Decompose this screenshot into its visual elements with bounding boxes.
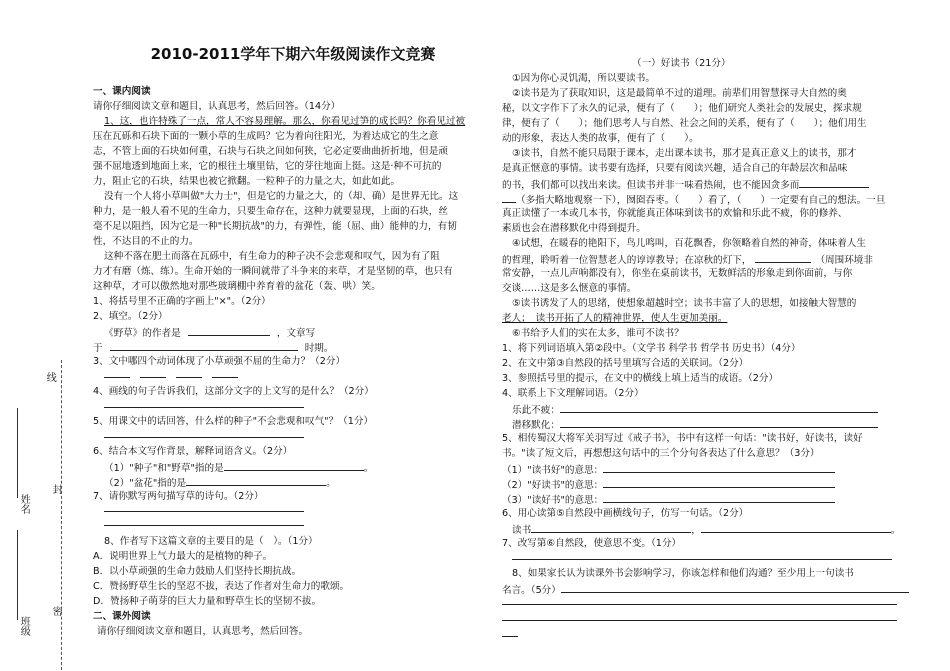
passage-2-line: ⑤读书诱发了人的思绪，使想象超越时空；读书丰富了人的思想，如接触大智慧的: [512, 298, 857, 309]
r-question-6: 6、用心读第⑤自然段中画横线句子，仿写一句话。（2分）: [502, 508, 749, 519]
question-3-blanks: [104, 366, 238, 383]
passage-line: 压在瓦砾和石块下面的一颗小草的生成吗？它为着向往阳光，为着达成它的生之意: [93, 131, 439, 142]
r-question-3: 3、参照括号里的提示，在文中的横线上填上适当的成语。（2分）: [502, 373, 779, 384]
binding-line-label: 线: [44, 372, 56, 382]
verb-blank-3[interactable]: [176, 366, 202, 378]
r-question-7: 7、改写第⑥自然段，使意思不变。（1分）: [502, 538, 682, 549]
r-question-5-item-2: （2）"好读书"的意思：: [502, 476, 835, 493]
meaning-blank-3[interactable]: [603, 491, 835, 503]
passage-line: 没有一个人将小草叫做"大力士"，但是它的力量之大，的（却、确）是世界无比。这: [104, 191, 459, 202]
imitation-blank-2[interactable]: [701, 521, 891, 533]
section-2-heading: 二、课外阅读: [93, 611, 151, 622]
question-5: 5、用课文中的话回答，什么样的种子"不会悲观和叹气"？（1分）: [93, 416, 374, 427]
passage-line: 志，不管上面的石块如何重，石块与石块之间如何狭，它必定要曲曲折折地，但是顽: [93, 146, 448, 157]
passage-2-line: 常安静，一点儿声响都没有），你坐在桌前读书，无数鲜活的形象走到你面前，与你: [502, 268, 853, 279]
binding-dense-label: 密: [50, 606, 62, 616]
word-meaning-blank-1[interactable]: [560, 401, 878, 413]
idiom-blank-2[interactable]: [755, 251, 811, 263]
author-answer-blank[interactable]: [188, 324, 270, 336]
idiom-blank-1-cont[interactable]: [502, 191, 516, 203]
passage-2-line: ①因为你心灵饥渴，所以要读书。: [512, 73, 655, 84]
essay-line-2[interactable]: [502, 593, 897, 605]
binding-class-label: 班级: [18, 616, 30, 636]
passage-2-line: 律，便有了（ ）；他们思考人与自然、社会之间的关系，便有了（ ）；他们用生: [502, 118, 867, 129]
passage-2-line: 的哲理，聆听着一位智慧老人的谆谆教导；在凉秋的灯下， （周围环境非: [502, 251, 873, 268]
essay-line-4[interactable]: [502, 625, 518, 637]
essay-line-3[interactable]: [502, 609, 897, 621]
question-2-line-a: 《野草》的作者是 ，文章写: [104, 324, 315, 341]
passage-line: 力才有磨（炼、练）。生命开始的一瞬间就带了斗争来的来草，才是坚韧的草，也只有: [93, 266, 453, 277]
idiom-blank-1[interactable]: [799, 176, 869, 188]
passage-2-line: 真正读懂了一本或几本书，你就能真正体味到读书的欢愉和乐此不疲，你的修养、: [502, 208, 848, 219]
rewrite-answer-line[interactable]: [512, 548, 892, 560]
question-7: 7、请你默写两句描写草的诗句。（2分）: [93, 491, 264, 502]
question-2: 2、填空。（2分）: [93, 311, 168, 322]
underlined-sentence-2: 老人； 读书开拓了人的精神世界，使人生更加美丽。: [502, 313, 728, 324]
question-3: 3、文中哪四个动词体现了小草顽强不屈的生命力？（2分）: [93, 356, 346, 367]
question-2-line-b: 于 时期。: [93, 339, 334, 356]
passage-2-line: 动的形象，表达人类的故事，便有了（ ）。: [502, 133, 699, 144]
option-d[interactable]: D．赞扬种子萌芽的巨大力量和野草生长的坚韧不拔。: [93, 596, 322, 607]
section-2-instruction: 请你仔细阅读文章和题目，认真思考，然后回答。: [97, 626, 309, 637]
question-6: 6、结合本文写作背景，解释词语含义。（2分）: [93, 446, 293, 457]
passage-line: 这种草，才可以傲然地对那些玻璃棚中养育着的盆花（轰、哄）笑。: [93, 281, 381, 292]
r-question-2: 2、在文中第③自然段的括号里填写合适的关联词。（2分）: [502, 358, 749, 369]
passage-line: 种力，是一般人看不见的生命力，只要生命存在，这种力就要显现，上面的石块，丝: [93, 206, 448, 217]
question-4-answer-line[interactable]: [104, 396, 304, 408]
option-c[interactable]: C．赞扬野草生长的坚忍不拔，表达了作者对生命力的歌颂。: [93, 581, 350, 592]
verb-blank-2[interactable]: [140, 366, 166, 378]
imitation-blank-1[interactable]: [531, 521, 691, 533]
passage-2-line: ②读书是为了获取知识，这是最简单不过的道理。前辈们用智慧探寻大自然的奥: [512, 88, 847, 99]
word-meaning-blank-2[interactable]: [560, 416, 878, 428]
question-1: 1、将括号里不正确的字画上"×"。（2分）: [93, 296, 271, 307]
r-question-4: 4、联系上下文理解词语。（2分）: [502, 388, 644, 399]
passage-2-title: （一）好读书（21分）: [632, 58, 731, 69]
passage-2-line: ⑥书给予人们的实在太多，谁可不读书？: [512, 328, 684, 339]
period-answer-blank[interactable]: [110, 339, 298, 351]
passage-2-line: 秘，以文字作下了永久的记录，便有了（ ）；他们研究人类社会的发展史，探求规: [502, 103, 862, 114]
r-question-8: 8、如果家长认为读课外书会影响学习，你该怎样和他们沟通？至少用上一句读书: [512, 568, 854, 579]
r-question-4-item-1: 乐此不疲：: [512, 401, 878, 418]
passage-line: [104, 114, 465, 129]
binding-name-label: 姓名: [18, 494, 30, 514]
r-question-1: 1、将下列词语填入第②段中。（文学书 科学书 哲学书 历史书）（4分）: [502, 343, 801, 354]
seed-grass-answer-blank[interactable]: [224, 459, 364, 471]
option-a[interactable]: A．说明世界上气力最大的是植物的种子。: [93, 551, 273, 562]
underlined-sentence: 1、这，也许特殊了一点，常人不容易理解。那么，你看见过笋的成长吗？你看见过被: [104, 116, 466, 127]
section-1-heading: 一、课内阅读: [93, 86, 151, 97]
passage-2-line: 的书，我们都可以找出来读。但读书并非一味看热闹，也不能因贪多而: [502, 176, 869, 193]
r-question-5-cont: 书。"读了短文后，再想想这句话中的三个分句各表达了什么意思？（3分）: [502, 448, 820, 459]
meaning-blank-2[interactable]: [603, 476, 835, 488]
passage-line: 强不屈地透到地面上来，它的根往土壤里钻，它的芽往地面上挺。这是·种不可抗的: [93, 161, 442, 172]
verb-blank-4[interactable]: [212, 366, 238, 378]
name-write-line: [17, 408, 18, 498]
r-question-4-item-2: 潜移默化：: [512, 416, 878, 433]
potted-flower-answer-blank[interactable]: [186, 474, 326, 486]
verb-blank-1[interactable]: [104, 366, 130, 378]
passage-2-line: ④试想，在暖春的艳阳下，鸟儿鸣叫，百花飘香，你领略着自然的神奇，体味着人生: [512, 238, 866, 249]
r-question-6-answer: 读书 ， 。: [512, 521, 900, 538]
r-question-5-item-3: （3）"读好书"的意思：: [502, 491, 835, 508]
passage-2-line: [502, 311, 727, 326]
binding-seal-label: 封: [50, 484, 62, 494]
poem-answer-line-2[interactable]: [104, 514, 304, 526]
passage-line: 毫不足以阻挡，因为它是一种"长期抗战"的力，有弹性，能（屈、曲）能伸的力，有韧: [93, 221, 457, 232]
question-8: 8、作者写下这篇文章的主要目的是（ ）。（1分）: [104, 536, 318, 547]
r-question-8-cont: 名言。（5分）: [502, 581, 909, 598]
class-write-line: [17, 530, 18, 620]
passage-2-line: 是真正惬意的事情。读书要有选择，只要有阅读兴趣，适合自己的年龄层次和品味: [502, 163, 848, 174]
passage-line: 性，不达目的不止的力。: [93, 236, 199, 247]
r-question-5-item-1: （1）"读书好"的意思：: [502, 461, 835, 478]
essay-line-1[interactable]: [561, 581, 909, 593]
exam-title: 2010-2011学年下期六年级阅读作文竞赛: [150, 45, 436, 63]
passage-line: 这种不落在肥土而落在瓦砾中，有生命力的种子决不会悲观和叹气，因为有了阻: [104, 251, 440, 262]
passage-2-line: 交谈……这是多么惬意的事情。: [502, 283, 637, 294]
poem-answer-line-1[interactable]: [104, 500, 304, 512]
question-6-item-2: （2）"盆花"指的是 。: [104, 474, 336, 491]
passage-2-line: 素质也会在潜移默化中得到提升。: [502, 223, 646, 234]
passage-2-line: （多指大略地观察一下），囫囵吞枣。（ ）看了，（ ）一定要有自己的想法。一旦: [502, 191, 885, 208]
passage-2-line: ③读书，自然不能只局限于课本，走出课本读书，那才是真正意义上的读书，那才: [512, 148, 857, 159]
binding-dashed-line: [61, 360, 62, 670]
option-b[interactable]: B．以小草顽强的生命力鼓励人们坚持长期抗战。: [93, 566, 302, 577]
r-question-5: 5、相传蜀汉大将军关羽写过《戒子书》，书中有这样一句话："读书好，好读书，读好: [502, 433, 863, 444]
question-6-item-1: （1）"种子"和"野草"指的是 。: [104, 459, 373, 476]
question-5-answer-line[interactable]: [104, 426, 304, 438]
section-1-instruction: 请你仔细阅读文章和题目，认真思考，然后回答。（14分）: [93, 101, 341, 112]
passage-line: 力，阻止它的石块，结果也被它掀翻。一粒种子的力量之大，如此如此。: [93, 176, 400, 187]
question-4: 4、画线的句子告诉我们，这部分文字的上文写的是什么？（2分）: [93, 386, 374, 397]
meaning-blank-1[interactable]: [603, 461, 835, 473]
